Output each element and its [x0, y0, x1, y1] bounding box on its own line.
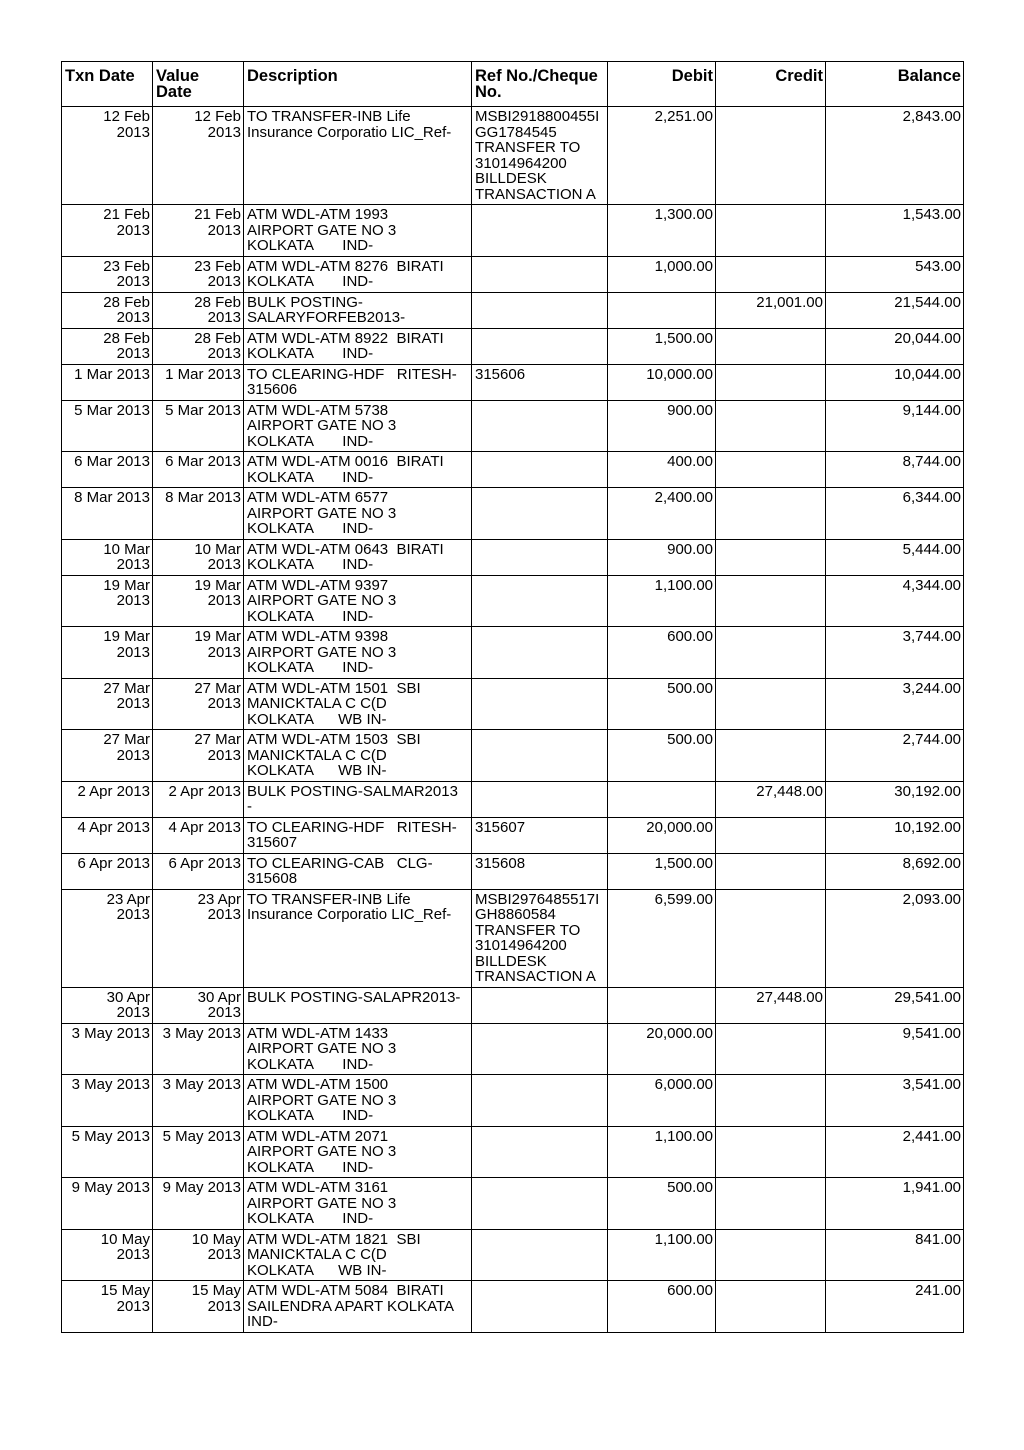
value-date-cell: 28 Feb 2013: [153, 292, 244, 328]
balance-cell: 2,744.00: [826, 730, 964, 782]
txn-date-cell: 5 May 2013: [62, 1126, 153, 1178]
credit-cell: [716, 1229, 826, 1281]
description-cell: ATM WDL-ATM 1433 AIRPORT GATE NO 3 KOLKATA IND-: [244, 1023, 472, 1075]
balance-cell: 8,744.00: [826, 452, 964, 488]
balance-cell: 20,044.00: [826, 328, 964, 364]
table-row: [62, 256, 964, 292]
value-date-cell: 21 Feb 2013: [153, 205, 244, 257]
value-date-cell: 27 Mar 2013: [153, 678, 244, 730]
description-cell: ATM WDL-ATM 1500 AIRPORT GATE NO 3 KOLKATA IND-: [244, 1075, 472, 1127]
value-date-cell: 3 May 2013: [153, 1075, 244, 1127]
description-cell: BULK POSTING-SALAPR2013-: [244, 987, 472, 1023]
ref-no-cell: MSBI2976485517I GH8860584 TRANSFER TO 31014964200 BILLDESK TRANSACTION A: [472, 889, 608, 987]
table-row: [62, 730, 964, 782]
description-cell: ATM WDL-ATM 9398 AIRPORT GATE NO 3 KOLKATA IND-: [244, 627, 472, 679]
debit-cell: 500.00: [608, 730, 716, 782]
debit-cell: 1,100.00: [608, 1229, 716, 1281]
description-cell: BULK POSTING-SALMAR2013 -: [244, 781, 472, 817]
debit-cell: 400.00: [608, 452, 716, 488]
balance-cell: 241.00: [826, 1281, 964, 1333]
debit-cell: 1,000.00: [608, 256, 716, 292]
credit-cell: 27,448.00: [716, 987, 826, 1023]
value-date-cell: 1 Mar 2013: [153, 364, 244, 400]
table-header-row: [62, 62, 964, 107]
description-cell: ATM WDL-ATM 0643 BIRATI KOLKATA IND-: [244, 539, 472, 575]
ref-no-cell: [472, 452, 608, 488]
header-credit: Credit: [716, 62, 826, 107]
description-cell: ATM WDL-ATM 5084 BIRATI SAILENDRA APART KOLKATA IND-: [244, 1281, 472, 1333]
debit-cell: [608, 292, 716, 328]
balance-cell: 2,843.00: [826, 107, 964, 205]
header-balance: Balance: [826, 62, 964, 107]
table-row: [62, 1023, 964, 1075]
table-row: [62, 488, 964, 540]
value-date-cell: 9 May 2013: [153, 1178, 244, 1230]
table-row: [62, 1281, 964, 1333]
balance-cell: 4,344.00: [826, 575, 964, 627]
ref-no-cell: [472, 575, 608, 627]
header-txn-date: Txn Date: [62, 62, 153, 107]
description-cell: BULK POSTING- SALARYFORFEB2013-: [244, 292, 472, 328]
debit-cell: [608, 987, 716, 1023]
debit-cell: 900.00: [608, 539, 716, 575]
description-cell: ATM WDL-ATM 1503 SBI MANICKTALA C C(D KOLKATA WB IN-: [244, 730, 472, 782]
table-row: [62, 107, 964, 205]
description-cell: TO TRANSFER-INB Life Insurance Corporatio LIC_Ref-: [244, 889, 472, 987]
ref-no-cell: 315606: [472, 364, 608, 400]
txn-date-cell: 28 Feb 2013: [62, 328, 153, 364]
ref-no-cell: [472, 781, 608, 817]
debit-cell: 20,000.00: [608, 1023, 716, 1075]
ref-no-cell: 315608: [472, 853, 608, 889]
table-row: [62, 400, 964, 452]
credit-cell: [716, 364, 826, 400]
table-row: [62, 292, 964, 328]
debit-cell: 1,100.00: [608, 575, 716, 627]
txn-date-cell: 12 Feb 2013: [62, 107, 153, 205]
balance-cell: 29,541.00: [826, 987, 964, 1023]
credit-cell: 21,001.00: [716, 292, 826, 328]
txn-date-cell: 23 Apr 2013: [62, 889, 153, 987]
ref-no-cell: [472, 539, 608, 575]
value-date-cell: 30 Apr 2013: [153, 987, 244, 1023]
description-cell: TO TRANSFER-INB Life Insurance Corporatio LIC_Ref-: [244, 107, 472, 205]
value-date-cell: 8 Mar 2013: [153, 488, 244, 540]
table-row: [62, 1229, 964, 1281]
ref-no-cell: [472, 400, 608, 452]
value-date-cell: 2 Apr 2013: [153, 781, 244, 817]
txn-date-cell: 10 Mar 2013: [62, 539, 153, 575]
txn-date-cell: 3 May 2013: [62, 1075, 153, 1127]
ref-no-cell: [472, 1229, 608, 1281]
debit-cell: [608, 781, 716, 817]
header-value-date: Value Date: [153, 62, 244, 107]
credit-cell: [716, 575, 826, 627]
description-cell: TO CLEARING-HDF RITESH- 315607: [244, 817, 472, 853]
debit-cell: 20,000.00: [608, 817, 716, 853]
value-date-cell: 23 Apr 2013: [153, 889, 244, 987]
ref-no-cell: [472, 1281, 608, 1333]
balance-cell: 30,192.00: [826, 781, 964, 817]
txn-date-cell: 9 May 2013: [62, 1178, 153, 1230]
value-date-cell: 5 May 2013: [153, 1126, 244, 1178]
value-date-cell: 3 May 2013: [153, 1023, 244, 1075]
value-date-cell: 5 Mar 2013: [153, 400, 244, 452]
value-date-cell: 6 Apr 2013: [153, 853, 244, 889]
ref-no-cell: [472, 328, 608, 364]
credit-cell: [716, 328, 826, 364]
credit-cell: 27,448.00: [716, 781, 826, 817]
credit-cell: [716, 817, 826, 853]
credit-cell: [716, 853, 826, 889]
txn-date-cell: 4 Apr 2013: [62, 817, 153, 853]
description-cell: ATM WDL-ATM 2071 AIRPORT GATE NO 3 KOLKATA IND-: [244, 1126, 472, 1178]
balance-cell: 9,541.00: [826, 1023, 964, 1075]
balance-cell: 6,344.00: [826, 488, 964, 540]
table-row: [62, 817, 964, 853]
txn-date-cell: 2 Apr 2013: [62, 781, 153, 817]
ref-no-cell: [472, 730, 608, 782]
credit-cell: [716, 205, 826, 257]
description-cell: ATM WDL-ATM 5738 AIRPORT GATE NO 3 KOLKATA IND-: [244, 400, 472, 452]
description-cell: ATM WDL-ATM 1993 AIRPORT GATE NO 3 KOLKATA IND-: [244, 205, 472, 257]
balance-cell: 3,244.00: [826, 678, 964, 730]
value-date-cell: 27 Mar 2013: [153, 730, 244, 782]
balance-cell: 21,544.00: [826, 292, 964, 328]
value-date-cell: 19 Mar 2013: [153, 575, 244, 627]
debit-cell: 1,500.00: [608, 853, 716, 889]
debit-cell: 500.00: [608, 678, 716, 730]
ref-no-cell: MSBI2918800455I GG1784545 TRANSFER TO 31014964200 BILLDESK TRANSACTION A: [472, 107, 608, 205]
credit-cell: [716, 400, 826, 452]
table-row: [62, 1126, 964, 1178]
txn-date-cell: 30 Apr 2013: [62, 987, 153, 1023]
ref-no-cell: [472, 987, 608, 1023]
value-date-cell: 10 Mar 2013: [153, 539, 244, 575]
debit-cell: 1,100.00: [608, 1126, 716, 1178]
credit-cell: [716, 1126, 826, 1178]
description-cell: ATM WDL-ATM 9397 AIRPORT GATE NO 3 KOLKATA IND-: [244, 575, 472, 627]
ref-no-cell: [472, 1075, 608, 1127]
description-cell: ATM WDL-ATM 1821 SBI MANICKTALA C C(D KOLKATA WB IN-: [244, 1229, 472, 1281]
table-row: [62, 987, 964, 1023]
balance-cell: 1,941.00: [826, 1178, 964, 1230]
credit-cell: [716, 488, 826, 540]
description-cell: ATM WDL-ATM 8922 BIRATI KOLKATA IND-: [244, 328, 472, 364]
txn-date-cell: 19 Mar 2013: [62, 627, 153, 679]
credit-cell: [716, 1023, 826, 1075]
txn-date-cell: 8 Mar 2013: [62, 488, 153, 540]
value-date-cell: 15 May 2013: [153, 1281, 244, 1333]
value-date-cell: 10 May 2013: [153, 1229, 244, 1281]
ref-no-cell: [472, 1126, 608, 1178]
balance-cell: 1,543.00: [826, 205, 964, 257]
debit-cell: 10,000.00: [608, 364, 716, 400]
table-row: [62, 889, 964, 987]
description-cell: TO CLEARING-CAB CLG- 315608: [244, 853, 472, 889]
header-description: Description: [244, 62, 472, 107]
debit-cell: 6,000.00: [608, 1075, 716, 1127]
description-cell: TO CLEARING-HDF RITESH- 315606: [244, 364, 472, 400]
debit-cell: 900.00: [608, 400, 716, 452]
value-date-cell: 4 Apr 2013: [153, 817, 244, 853]
ref-no-cell: [472, 627, 608, 679]
credit-cell: [716, 730, 826, 782]
table-row: [62, 1075, 964, 1127]
ref-no-cell: [472, 488, 608, 540]
debit-cell: 500.00: [608, 1178, 716, 1230]
txn-date-cell: 23 Feb 2013: [62, 256, 153, 292]
ref-no-cell: [472, 256, 608, 292]
ref-no-cell: 315607: [472, 817, 608, 853]
debit-cell: 2,400.00: [608, 488, 716, 540]
txn-date-cell: 1 Mar 2013: [62, 364, 153, 400]
txn-date-cell: 27 Mar 2013: [62, 678, 153, 730]
debit-cell: 2,251.00: [608, 107, 716, 205]
value-date-cell: 28 Feb 2013: [153, 328, 244, 364]
transactions-table: [61, 61, 964, 1333]
debit-cell: 1,500.00: [608, 328, 716, 364]
header-debit: Debit: [608, 62, 716, 107]
table-row: [62, 627, 964, 679]
balance-cell: 2,441.00: [826, 1126, 964, 1178]
txn-date-cell: 6 Mar 2013: [62, 452, 153, 488]
value-date-cell: 19 Mar 2013: [153, 627, 244, 679]
table-row: [62, 678, 964, 730]
ref-no-cell: [472, 1178, 608, 1230]
txn-date-cell: 15 May 2013: [62, 1281, 153, 1333]
value-date-cell: 6 Mar 2013: [153, 452, 244, 488]
debit-cell: 600.00: [608, 627, 716, 679]
ref-no-cell: [472, 1023, 608, 1075]
debit-cell: 600.00: [608, 1281, 716, 1333]
credit-cell: [716, 1281, 826, 1333]
credit-cell: [716, 627, 826, 679]
debit-cell: 6,599.00: [608, 889, 716, 987]
balance-cell: 841.00: [826, 1229, 964, 1281]
table-row: [62, 205, 964, 257]
value-date-cell: 12 Feb 2013: [153, 107, 244, 205]
description-cell: ATM WDL-ATM 1501 SBI MANICKTALA C C(D KOLKATA WB IN-: [244, 678, 472, 730]
table-row: [62, 539, 964, 575]
credit-cell: [716, 256, 826, 292]
table-row: [62, 1178, 964, 1230]
credit-cell: [716, 1075, 826, 1127]
txn-date-cell: 3 May 2013: [62, 1023, 153, 1075]
description-cell: ATM WDL-ATM 6577 AIRPORT GATE NO 3 KOLKATA IND-: [244, 488, 472, 540]
balance-cell: 10,192.00: [826, 817, 964, 853]
txn-date-cell: 27 Mar 2013: [62, 730, 153, 782]
balance-cell: 543.00: [826, 256, 964, 292]
ref-no-cell: [472, 678, 608, 730]
txn-date-cell: 10 May 2013: [62, 1229, 153, 1281]
balance-cell: 9,144.00: [826, 400, 964, 452]
credit-cell: [716, 889, 826, 987]
credit-cell: [716, 539, 826, 575]
value-date-cell: 23 Feb 2013: [153, 256, 244, 292]
balance-cell: 3,744.00: [826, 627, 964, 679]
balance-cell: 10,044.00: [826, 364, 964, 400]
balance-cell: 2,093.00: [826, 889, 964, 987]
txn-date-cell: 21 Feb 2013: [62, 205, 153, 257]
table-row: [62, 781, 964, 817]
balance-cell: 5,444.00: [826, 539, 964, 575]
table-row: [62, 575, 964, 627]
table-row: [62, 328, 964, 364]
txn-date-cell: 19 Mar 2013: [62, 575, 153, 627]
description-cell: ATM WDL-ATM 0016 BIRATI KOLKATA IND-: [244, 452, 472, 488]
description-cell: ATM WDL-ATM 8276 BIRATI KOLKATA IND-: [244, 256, 472, 292]
credit-cell: [716, 678, 826, 730]
txn-date-cell: 5 Mar 2013: [62, 400, 153, 452]
credit-cell: [716, 452, 826, 488]
ref-no-cell: [472, 292, 608, 328]
txn-date-cell: 28 Feb 2013: [62, 292, 153, 328]
table-row: [62, 853, 964, 889]
balance-cell: 8,692.00: [826, 853, 964, 889]
credit-cell: [716, 1178, 826, 1230]
table-row: [62, 364, 964, 400]
ref-no-cell: [472, 205, 608, 257]
header-ref-no: Ref No./Cheque No.: [472, 62, 608, 107]
debit-cell: 1,300.00: [608, 205, 716, 257]
table-row: [62, 452, 964, 488]
balance-cell: 3,541.00: [826, 1075, 964, 1127]
credit-cell: [716, 107, 826, 205]
description-cell: ATM WDL-ATM 3161 AIRPORT GATE NO 3 KOLKATA IND-: [244, 1178, 472, 1230]
txn-date-cell: 6 Apr 2013: [62, 853, 153, 889]
